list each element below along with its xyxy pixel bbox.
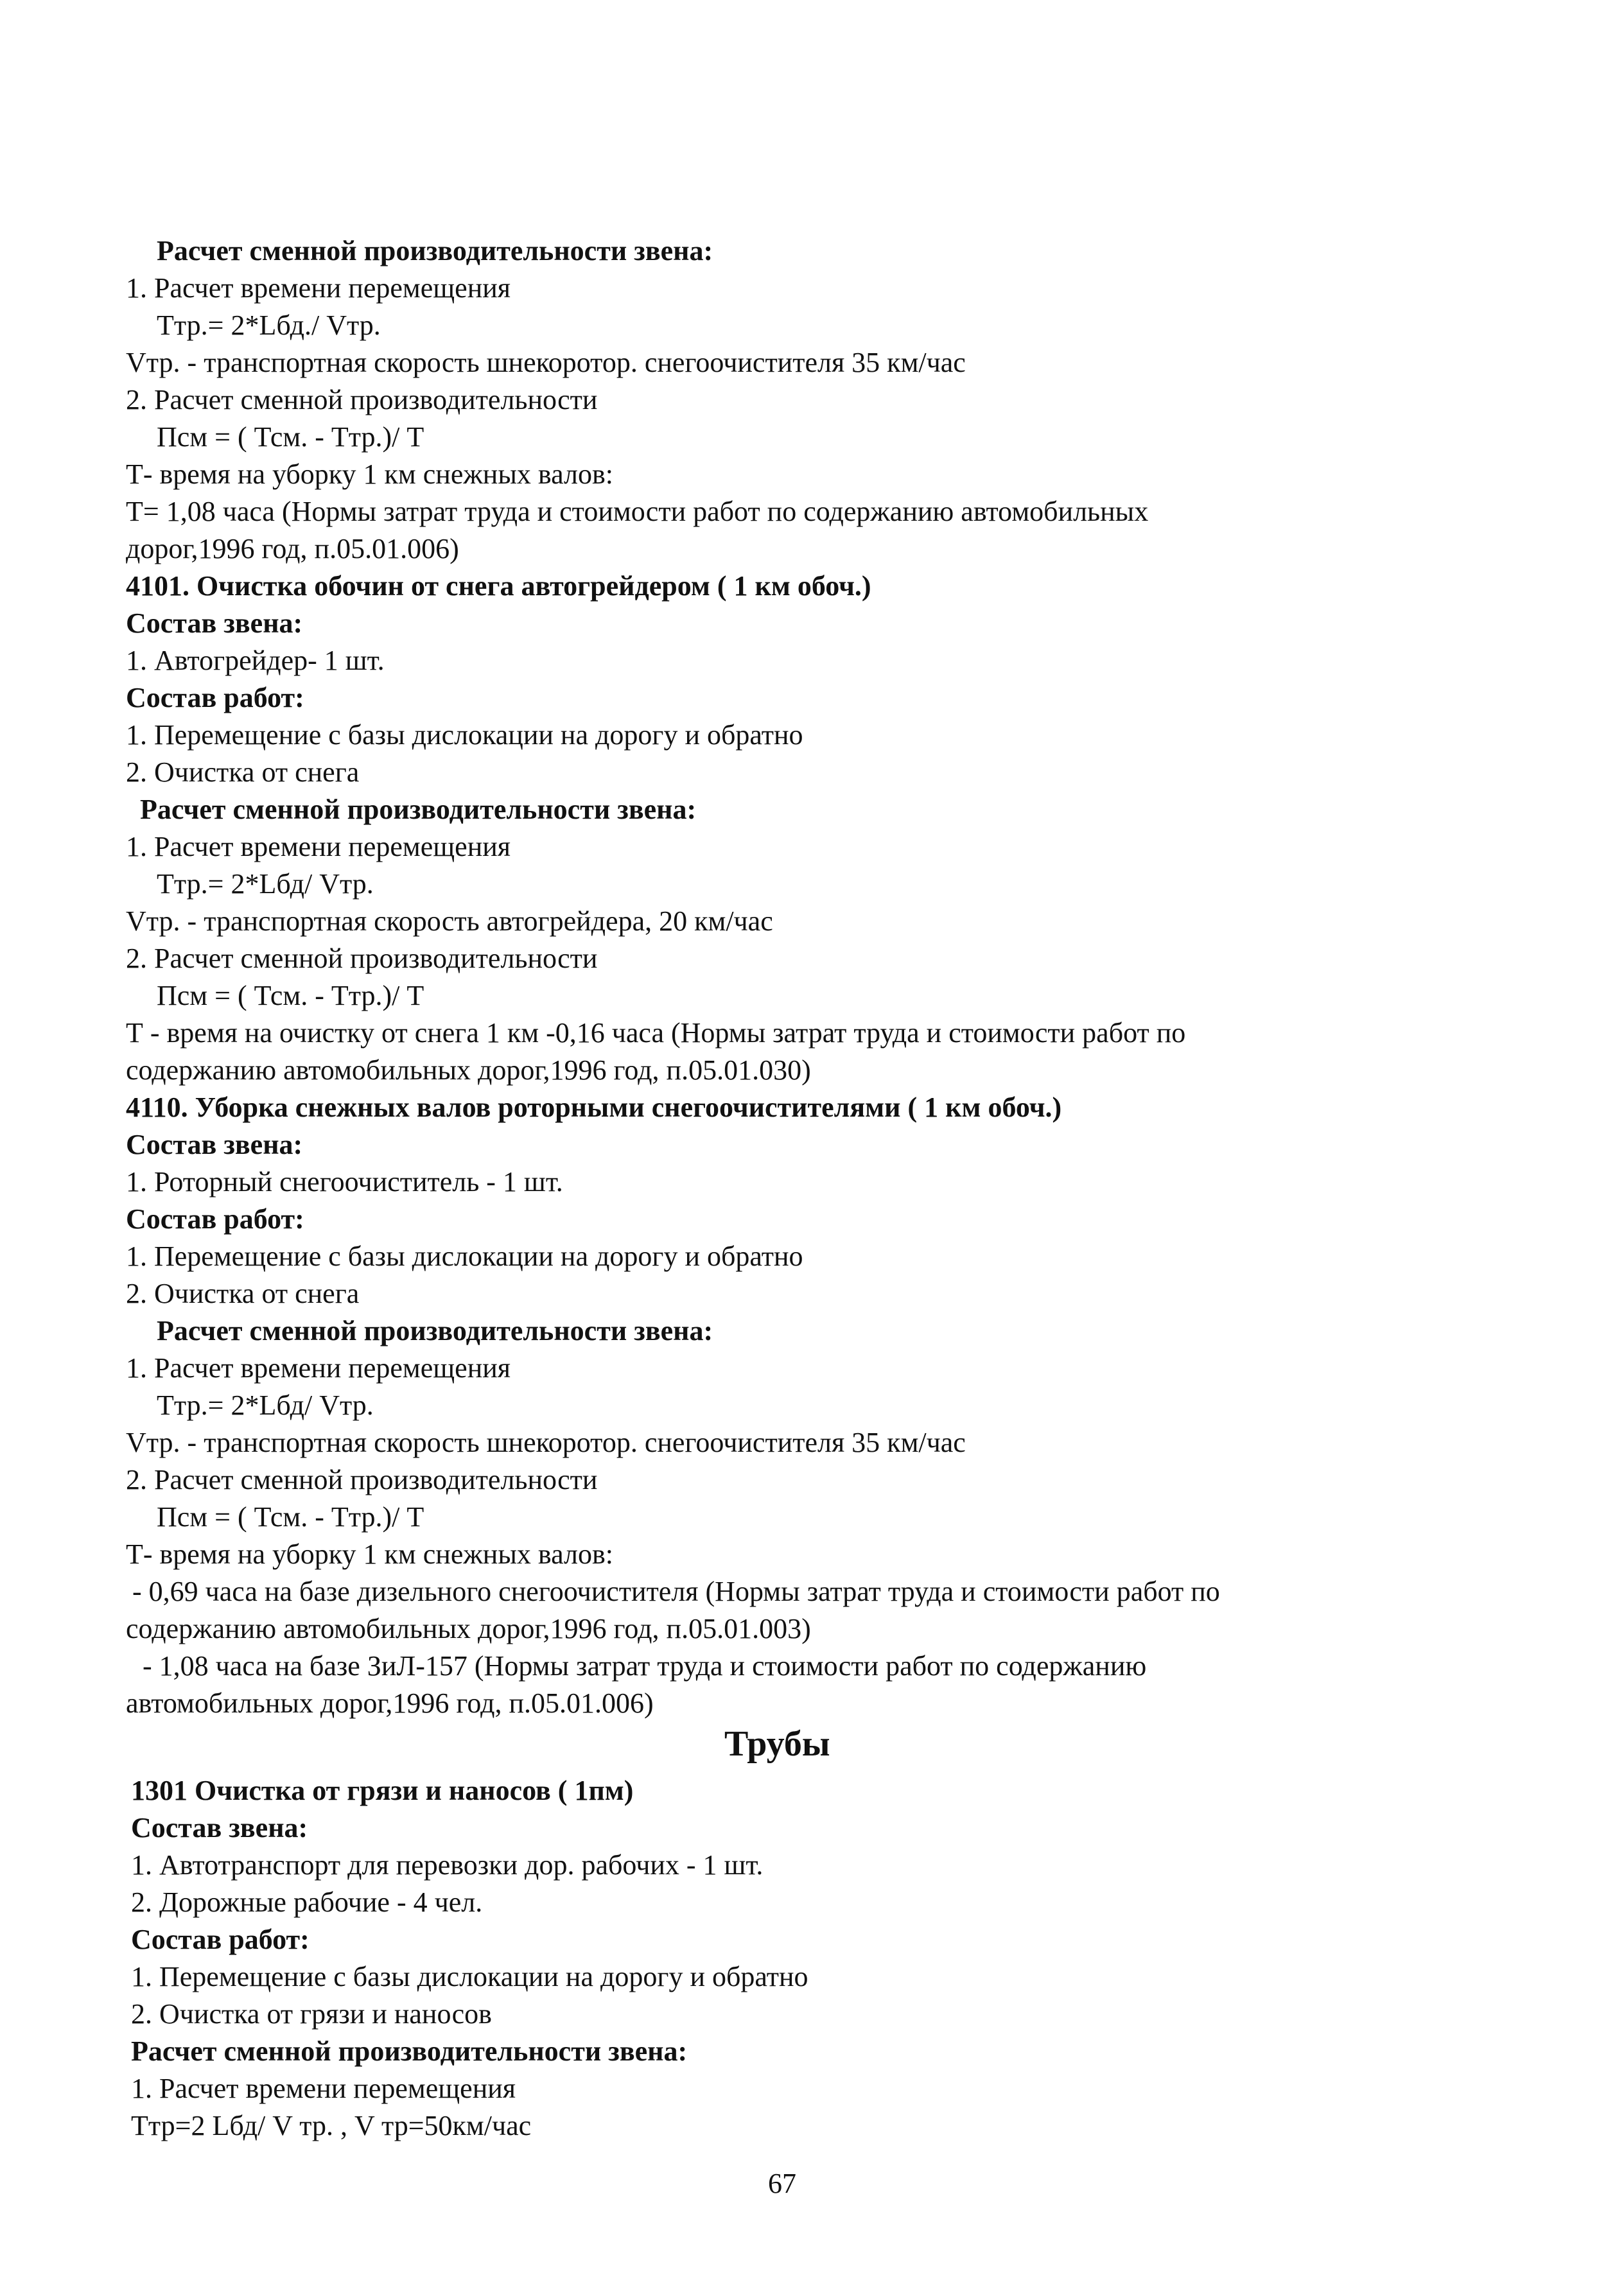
text-line: 1. Перемещение с базы дислокации на дорогу и обратно [126, 1241, 803, 1272]
text-line: 1. Автотранспорт для перевозки дор. рабочих - 1 шт. [131, 1849, 764, 1881]
section-title: 1301 Очистка от грязи и наносов ( 1пм) [131, 1775, 634, 1806]
formula-line: Псм = ( Тсм. - Ттр.)/ Т [157, 980, 424, 1011]
section-heading: Расчет сменной производительности звена: [157, 1315, 713, 1346]
text-line: 1. Перемещение с базы дислокации на дорогу и обратно [126, 719, 803, 751]
subsection-heading: Состав работ: [126, 1203, 304, 1235]
text-line: содержанию автомобильных дорог,1996 год, п.05.01.030) [126, 1054, 811, 1086]
formula-line: Псм = ( Тсм. - Ттр.)/ Т [157, 1501, 424, 1533]
formula-line: Ттр=2 Lбд/ V тр. , V тр=50км/час [131, 2110, 532, 2141]
subsection-heading: Состав звена: [131, 1812, 308, 1843]
text-line: 1. Расчет времени перемещения [126, 831, 511, 862]
text-line: 2. Расчет сменной производительности [126, 943, 598, 974]
page-number: 67 [768, 2168, 796, 2199]
chapter-heading: Трубы [724, 1724, 830, 1764]
text-line: Vтр. - транспортная скорость шнекоротор. снегоочистителя 35 км/час [126, 347, 966, 378]
section-heading: Расчет сменной производительности звена: [131, 2035, 688, 2067]
subsection-heading: Состав звена: [126, 607, 303, 639]
text-line: 2. Очистка от грязи и наносов [131, 1998, 492, 2030]
section-title: 4101. Очистка обочин от снега автогрейдером ( 1 км обоч.) [126, 570, 871, 602]
text-line: 1. Перемещение с базы дислокации на дорогу и обратно [131, 1961, 808, 1992]
section-heading: Расчет сменной производительности звена: [157, 235, 713, 266]
text-line: 2. Очистка от снега [126, 756, 360, 788]
text-line: 1. Расчет времени перемещения [131, 2073, 516, 2104]
text-line: содержанию автомобильных дорог,1996 год, п.05.01.003) [126, 1613, 811, 1644]
text-line: 1. Роторный снегоочиститель - 1 шт. [126, 1166, 563, 1197]
text-line: 1. Расчет времени перемещения [126, 272, 511, 304]
formula-line: Ттр.= 2*Lбд/ Vтр. [157, 1389, 374, 1421]
subsection-heading: Состав работ: [131, 1924, 310, 1955]
text-line: 1. Расчет времени перемещения [126, 1352, 511, 1384]
subsection-heading: Состав работ: [126, 682, 304, 713]
text-line: 2. Очистка от снега [126, 1278, 360, 1309]
text-line: Vтр. - транспортная скорость автогрейдера, 20 км/час [126, 905, 773, 937]
subsection-heading: Состав звена: [126, 1129, 303, 1160]
text-line: 1. Автогрейдер- 1 шт. [126, 645, 385, 676]
text-line: автомобильных дорог,1996 год, п.05.01.006) [126, 1687, 654, 1719]
text-line: Т= 1,08 часа (Нормы затрат труда и стоимости работ по содержанию автомобильных [126, 496, 1149, 527]
section-heading: Расчет сменной производительности звена: [140, 794, 697, 825]
text-line: 2. Расчет сменной производительности [126, 1464, 598, 1495]
text-line: Vтр. - транспортная скорость шнекоротор. снегоочистителя 35 км/час [126, 1427, 966, 1458]
text-line: дорог,1996 год, п.05.01.006) [126, 533, 459, 564]
text-line: - 0,69 часа на базе дизельного снегоочистителя (Нормы затрат труда и стоимости работ по [132, 1576, 1220, 1607]
text-line: - 1,08 часа на базе ЗиЛ-157 (Нормы затрат труда и стоимости работ по содержанию [143, 1650, 1147, 1682]
text-line: Т- время на уборку 1 км снежных валов: [126, 458, 613, 490]
section-title: 4110. Уборка снежных валов роторными снегоочистителями ( 1 км обоч.) [126, 1092, 1062, 1123]
text-line: Т- время на уборку 1 км снежных валов: [126, 1538, 613, 1570]
text-line: 2. Дорожные рабочие - 4 чел. [131, 1886, 483, 1918]
text-line: Т - время на очистку от снега 1 км -0,16 часа (Нормы затрат труда и стоимости работ по [126, 1017, 1186, 1049]
formula-line: Псм = ( Тсм. - Ттр.)/ Т [157, 421, 424, 453]
text-line: 2. Расчет сменной производительности [126, 384, 598, 415]
formula-line: Ттр.= 2*Lбд/ Vтр. [157, 868, 374, 900]
formula-line: Ттр.= 2*Lбд./ Vтр. [157, 309, 381, 341]
